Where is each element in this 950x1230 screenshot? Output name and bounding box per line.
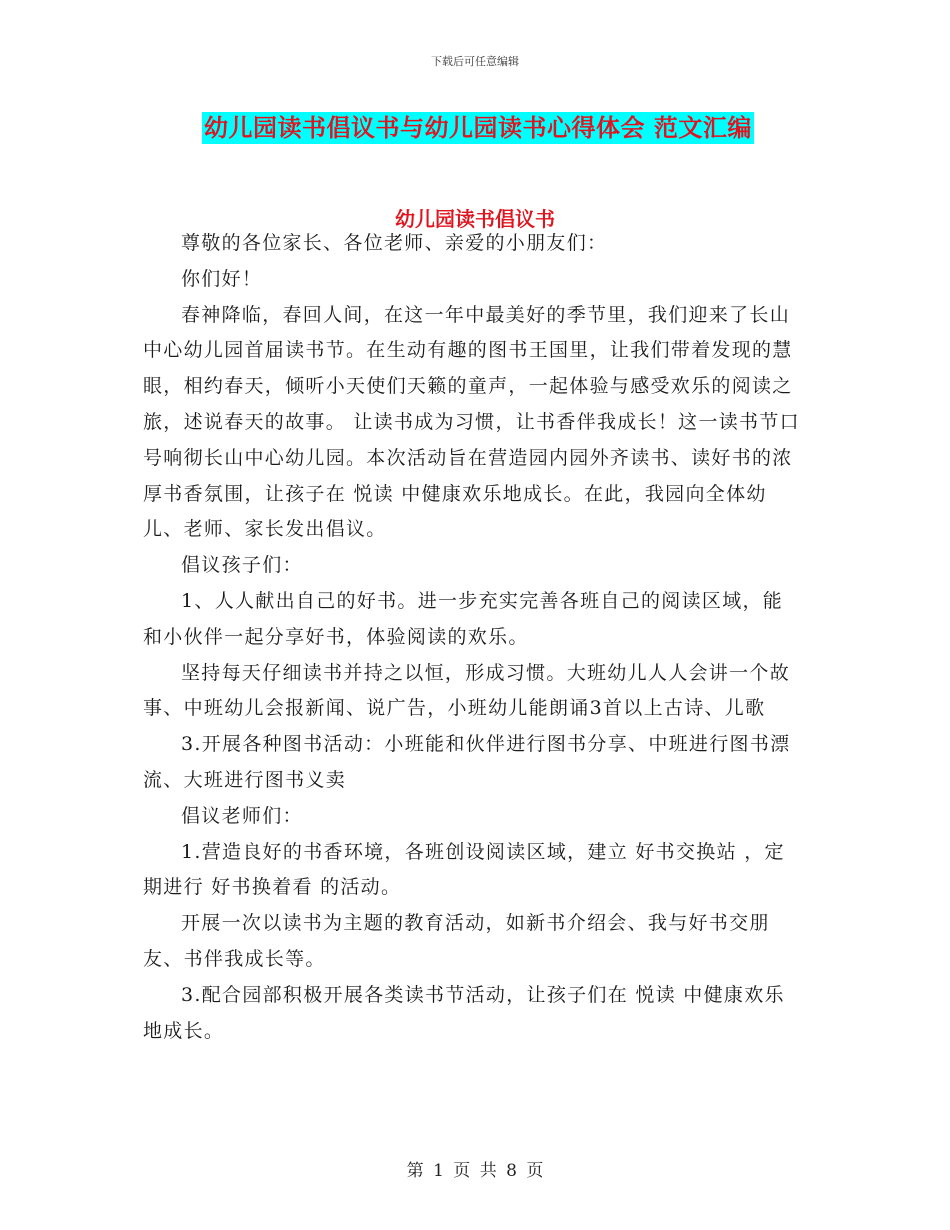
document-title: 幼儿园读书倡议书与幼儿园读书心得体会 范文汇编 bbox=[204, 113, 752, 142]
paragraph: 倡议老师们： bbox=[181, 804, 303, 827]
paragraph: 坚持每天仔细读书并持之以恒，形成习惯。大班幼儿人人会讲一个故事、中班幼儿会报新闻、说广告，小班幼儿能朗诵3首以上古诗、儿歌 bbox=[143, 661, 791, 720]
page-number-footer: 第 1 页 共 8 页 bbox=[406, 1161, 544, 1181]
section-title: 幼儿园读书倡议书 bbox=[395, 207, 555, 231]
paragraph: 春神降临，春回人间，在这一年中最美好的季节里，我们迎来了长山中心幼儿园首届读书节。在生动有趣的图书王国里，让我们带着发现的慧眼，相约春天，倾听小天使们天籁的童声，一起体验与感受欢乐的阅读之旅，述说春天的故事。 让读书成为习惯，让书香伴我成长！这一读书节口号响彻长山中心幼儿园。本次活动旨在营造园内园外齐读书、读好书的浓厚书香氛围，让孩子在 悦读 中健康欢乐地成长。在此，我园向全体幼儿、老师、家长发出倡议。 bbox=[143, 303, 800, 541]
document-body bbox=[143, 226, 803, 1049]
paragraph: 3.配合园部积极开展各类读书节活动，让孩子们在 悦读 中健康欢乐地成长。 bbox=[143, 983, 785, 1042]
paragraph: 倡议孩子们： bbox=[181, 554, 303, 577]
paragraph: 1.营造良好的书香环境，各班创设阅读区域，建立 好书交换站 ，定期进行 好书换着看 的活动。 bbox=[143, 840, 785, 899]
paragraph: 尊敬的各位家长、各位老师、亲爱的小朋友们： bbox=[181, 232, 608, 254]
paragraph: 3.开展各种图书活动：小班能和伙伴进行图书分享、中班进行图书漂流、大班进行图书义卖 bbox=[143, 733, 791, 791]
paragraph: 开展一次以读书为主题的教育活动，如新书介绍会、我与好书交朋友、书伴我成长等。 bbox=[143, 912, 770, 970]
header-note: 下载后可任意编辑 bbox=[431, 55, 519, 68]
paragraph: 1、人人献出自己的好书。进一步充实完善各班自己的阅读区域，能和小伙伴一起分享好书，体验阅读的欢乐。 bbox=[143, 589, 784, 648]
paragraph: 你们好！ bbox=[181, 267, 263, 290]
